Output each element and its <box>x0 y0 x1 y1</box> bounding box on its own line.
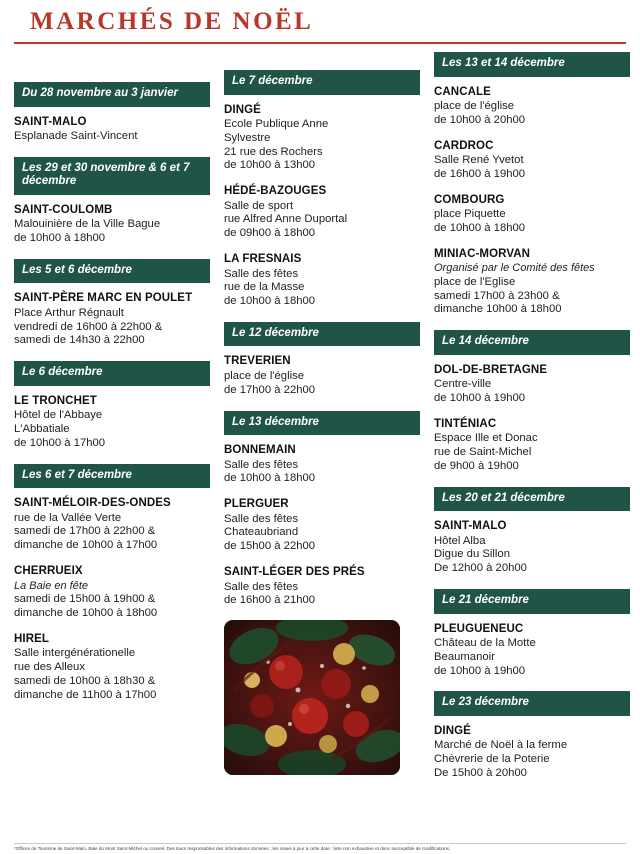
market-entry <box>434 248 630 317</box>
market-detail-line: de 9h00 à 19h00 <box>434 459 519 472</box>
market-entry <box>434 520 630 576</box>
market-detail-line: de 17h00 à 22h00 <box>224 383 316 396</box>
market-town-name: DOL-DE-BRETAGNE <box>434 363 548 376</box>
market-detail-line: place de l'Eglise <box>434 275 516 288</box>
market-entry <box>14 204 210 246</box>
market-detail-line: Chateaubriand <box>224 526 299 539</box>
market-detail-line: Ecole Publique Anne <box>224 118 329 130</box>
market-detail-line: de 10h00 à 19h00 <box>434 664 526 677</box>
market-detail-line: rue de Saint-Michel <box>434 446 532 459</box>
market-town-name: SAINT-MALO <box>14 115 87 128</box>
market-town-name: DINGÉ <box>434 724 471 737</box>
date-band: Le 13 décembre <box>224 411 420 436</box>
footnote: *Offices de Tourisme de Saint-Malo, Baie du Mont Saint-Michel ou conseil. Des tours responsables des informations données ; les mises à jour à cette date ; liste non exhaustive et donc susceptible de modifications. <box>14 843 626 852</box>
market-detail-line: de 16h00 à 19h00 <box>434 167 526 180</box>
market-organizer: Organisé par le Comité des fêtes <box>434 262 595 275</box>
market-entry <box>14 633 210 703</box>
column-1 <box>14 52 210 714</box>
market-town-name: LE TRONCHET <box>14 394 97 407</box>
market-entry <box>224 185 420 241</box>
market-detail-line: Digue du Sillon <box>434 548 510 561</box>
market-detail-line: place Piquette <box>434 208 506 221</box>
date-band: Les 5 et 6 décembre <box>14 259 210 284</box>
column-3 <box>434 52 630 793</box>
date-band: Le 23 décembre <box>434 691 630 716</box>
market-detail-line: de 15h00 à 22h00 <box>224 540 316 553</box>
market-detail-line: vendredi de 16h00 à 22h00 & <box>14 320 163 333</box>
market-town-name: COMBOURG <box>434 193 505 206</box>
market-detail-line: Salle de sport <box>224 199 294 212</box>
market-detail-line: Marché de Noël à la ferme <box>434 739 568 752</box>
market-detail-line: de 10h00 à 17h00 <box>14 436 106 449</box>
market-detail-line: de 16h00 à 21h00 <box>224 594 316 607</box>
market-entry <box>434 725 630 781</box>
market-entry <box>434 418 630 474</box>
market-entry <box>224 444 420 486</box>
market-entry <box>14 565 210 621</box>
market-entry <box>224 355 420 397</box>
market-entry <box>224 104 420 174</box>
market-detail-line: samedi de 10h00 à 18h30 & <box>14 674 156 687</box>
market-town-name: SAINT-PÈRE MARC EN POULET <box>14 292 193 305</box>
market-detail-line: rue Alfred Anne Duportal <box>224 213 348 226</box>
market-detail-line: Hôtel de l'Abbaye <box>14 409 103 422</box>
market-detail-line: Beaumanoir <box>434 650 495 663</box>
market-entry <box>434 364 630 406</box>
market-town-name: MINIAC-MORVAN <box>434 247 531 260</box>
market-detail-line: dimanche de 11h00 à 17h00 <box>14 688 157 701</box>
market-entry <box>224 253 420 309</box>
market-detail-line: Chèvrerie de la Poterie <box>434 753 550 766</box>
market-town-name: CHERRUEIX <box>14 565 83 578</box>
market-entry <box>224 498 420 554</box>
market-entry <box>224 566 420 608</box>
market-detail-line: dimanche 10h00 à 18h00 <box>434 303 562 316</box>
market-detail-line: Salle des fêtes <box>224 512 299 525</box>
market-detail-line: De 12h00 à 20h00 <box>434 562 527 575</box>
market-detail-line: Place Arthur Régnault <box>14 306 124 319</box>
market-detail-line: Salle des fêtes <box>224 458 299 471</box>
market-entry <box>434 623 630 679</box>
market-entry <box>434 194 630 236</box>
market-detail-line: samedi de 15h00 à 19h00 & <box>14 593 156 606</box>
market-town-name: TINTÉNIAC <box>434 417 497 430</box>
market-town-name: SAINT-MALO <box>434 520 507 533</box>
market-town-name: PLEUGUENEUC <box>434 622 524 635</box>
market-town-name: PLERGUER <box>224 498 289 511</box>
market-detail-line: 21 rue des Rochers <box>224 145 323 158</box>
christmas-wreath-photo <box>224 620 400 775</box>
market-detail-line: place de l'église <box>224 369 305 382</box>
market-detail-line: de 10h00 à 18h00 <box>14 232 106 245</box>
market-detail-line: De 15h00 à 20h00 <box>434 767 527 780</box>
market-detail-line: Salle intergénérationelle <box>14 647 136 660</box>
market-detail-line: Salle des fêtes <box>224 580 299 593</box>
market-detail-line: rue des Alleux <box>14 660 85 673</box>
market-detail-line: rue de la Vallée Verte <box>14 511 122 524</box>
market-town-name: DINGÉ <box>224 103 261 116</box>
market-detail-line: Esplanade Saint-Vincent <box>14 130 138 142</box>
market-detail-line: de 10h00 à 18h00 <box>224 295 316 308</box>
page-title: MARCHÉS DE NOËL <box>30 8 314 35</box>
market-town-name: TREVERIEN <box>224 355 291 368</box>
date-band: Les 20 et 21 décembre <box>434 487 630 512</box>
market-town-name: HÉDÉ-BAZOUGES <box>224 185 327 198</box>
market-organizer: La Baie en fête <box>14 579 89 592</box>
market-detail-line: samedi de 14h30 à 22h00 <box>14 334 145 347</box>
market-detail-line: Malouinière de la Ville Bague <box>14 218 161 231</box>
market-entry <box>14 292 210 348</box>
market-detail-line: Centre-ville <box>434 378 492 391</box>
market-detail-line: dimanche de 10h00 à 17h00 <box>14 539 158 552</box>
market-detail-line: dimanche de 10h00 à 18h00 <box>14 606 158 619</box>
market-town-name: CANCALE <box>434 85 491 98</box>
market-entry <box>14 395 210 451</box>
market-entry <box>434 86 630 128</box>
market-town-name: SAINT-MÉLOIR-DES-ONDES <box>14 497 171 510</box>
market-entry <box>14 497 210 553</box>
market-detail-line: de 10h00 à 18h00 <box>434 221 526 234</box>
market-detail-line: samedi de 17h00 à 22h00 & <box>14 525 156 538</box>
market-entry <box>434 140 630 182</box>
columns-container <box>0 52 640 793</box>
market-detail-line: rue de la Masse <box>224 281 305 294</box>
market-detail-line: Sylvestre <box>224 131 271 144</box>
date-band: Les 6 et 7 décembre <box>14 464 210 489</box>
market-town-name: SAINT-COULOMB <box>14 203 113 216</box>
market-town-name: LA FRESNAIS <box>224 253 302 266</box>
title-divider <box>14 42 626 44</box>
date-band: Le 7 décembre <box>224 70 420 95</box>
date-band: Du 28 novembre au 3 janvier <box>14 82 210 107</box>
market-detail-line: de 10h00 à 19h00 <box>434 391 526 404</box>
date-band: Le 12 décembre <box>224 322 420 347</box>
market-detail-line: L'Abbatiale <box>14 423 70 436</box>
date-band: Les 13 et 14 décembre <box>434 52 630 77</box>
date-band: Le 21 décembre <box>434 589 630 614</box>
date-band: Le 14 décembre <box>434 330 630 355</box>
market-detail-line: de 10h00 à 13h00 <box>224 159 316 172</box>
market-detail-line: Salle René Yvetot <box>434 154 524 167</box>
market-town-name: BONNEMAIN <box>224 444 296 457</box>
market-town-name: CARDROC <box>434 139 494 152</box>
market-detail-line: Hôtel Alba <box>434 534 486 547</box>
market-detail-line: Espace Ille et Donac <box>434 432 538 445</box>
market-detail-line: de 10h00 à 20h00 <box>434 113 526 126</box>
market-detail-line: de 09h00 à 18h00 <box>224 227 316 240</box>
market-detail-line: samedi 17h00 à 23h00 & <box>434 289 560 302</box>
market-town-name: SAINT-LÉGER DES PRÉS <box>224 566 365 579</box>
market-detail-line: de 10h00 à 18h00 <box>224 472 316 485</box>
column-2 <box>224 52 420 775</box>
date-band: Les 29 et 30 novembre & 6 et 7 décembre <box>14 157 210 195</box>
market-entry <box>14 116 210 144</box>
date-band: Le 6 décembre <box>14 361 210 386</box>
market-town-name: HIREL <box>14 632 49 645</box>
market-detail-line: Salle des fêtes <box>224 267 299 280</box>
market-detail-line: Château de la Motte <box>434 637 536 650</box>
market-detail-line: place de l'église <box>434 100 515 112</box>
